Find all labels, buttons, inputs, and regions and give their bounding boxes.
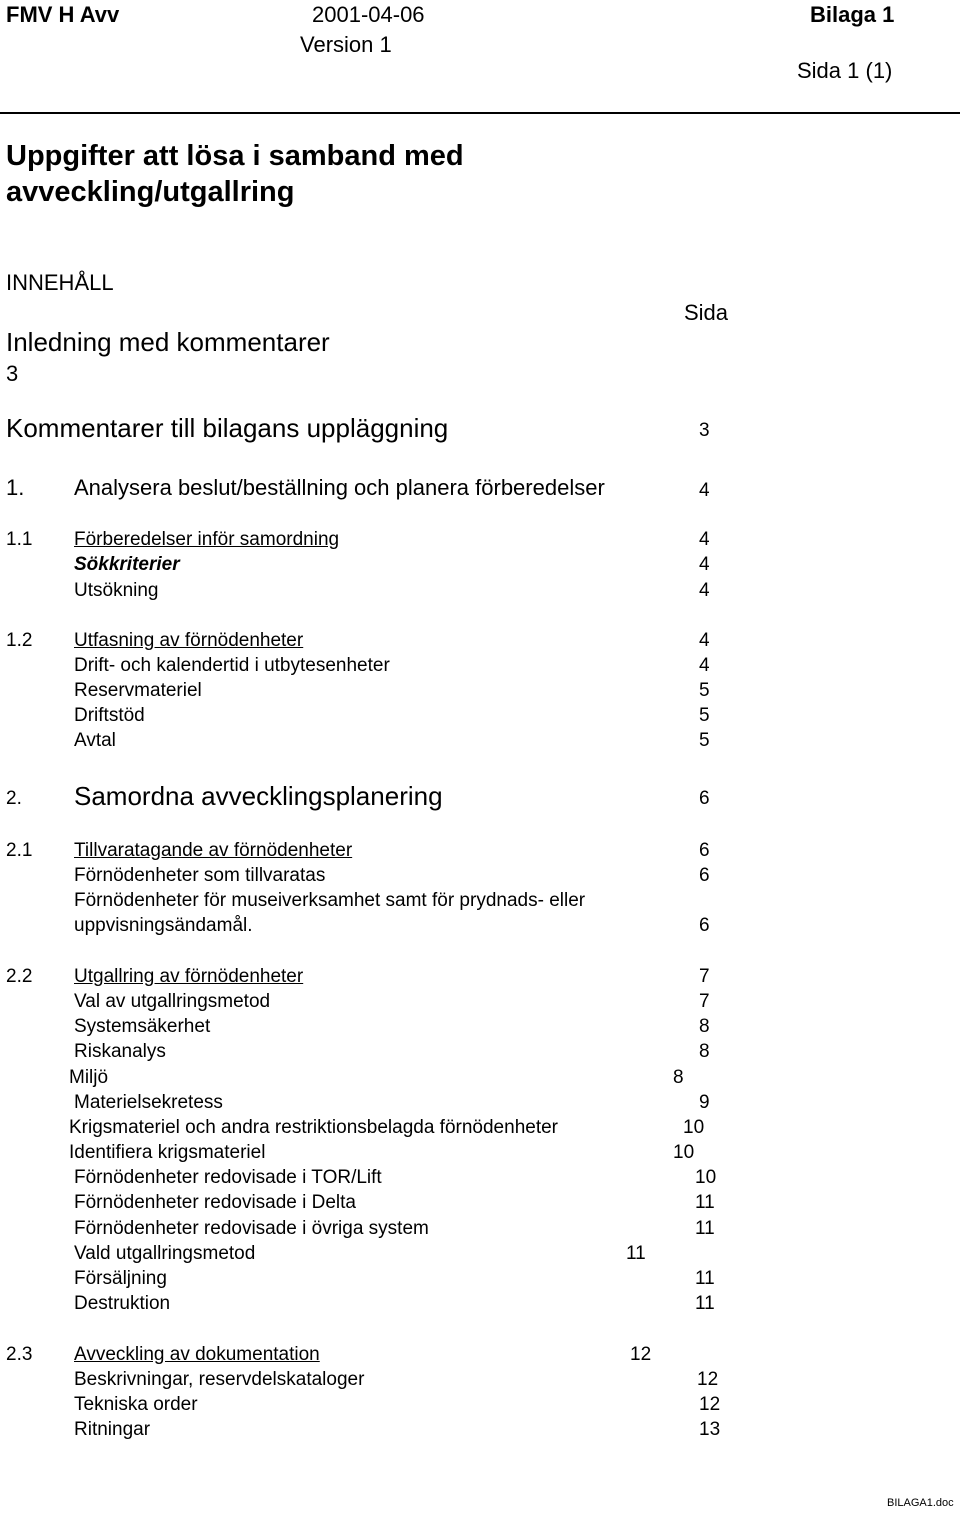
toc-item-page: 10 bbox=[673, 1142, 695, 1163]
toc-intro-page: 3 bbox=[6, 361, 19, 386]
toc-s2-3-label[interactable]: Avveckling av dokumentation bbox=[74, 1344, 320, 1365]
toc-s2-2-page: 7 bbox=[699, 966, 710, 987]
header-date: 2001-04-06 bbox=[312, 2, 425, 27]
toc-s2-num: 2. bbox=[6, 788, 22, 809]
page-title-line1: Uppgifter att lösa i samband med bbox=[6, 140, 464, 172]
header-org: FMV H Avv bbox=[6, 2, 120, 27]
toc-item-page: 11 bbox=[695, 1218, 715, 1239]
toc-item-label: Driftstöd bbox=[74, 705, 145, 726]
toc-item-page: 5 bbox=[699, 680, 710, 701]
toc-item-label: Utsökning bbox=[74, 580, 159, 601]
toc-item-page: 6 bbox=[699, 865, 710, 886]
toc-item-label: Val av utgallringsmetod bbox=[74, 991, 271, 1012]
toc-s2-3-page: 12 bbox=[630, 1344, 652, 1365]
toc-comments-label: Kommentarer till bilagans uppläggning bbox=[6, 413, 449, 443]
toc-s1-num: 1. bbox=[6, 475, 25, 500]
toc-s2-1-num: 2.1 bbox=[6, 840, 33, 861]
toc-s1-2-page: 4 bbox=[699, 630, 710, 651]
toc-item-page: 8 bbox=[699, 1041, 710, 1062]
toc-item-label: Vald utgallringsmetod bbox=[74, 1243, 256, 1264]
toc-item-label: Riskanalys bbox=[74, 1041, 166, 1062]
toc-heading: INNEHÅLL bbox=[6, 270, 114, 295]
toc-s1-label: Analysera beslut/beställning och planera förberedelser bbox=[74, 475, 605, 500]
toc-s2-1-page: 6 bbox=[699, 840, 710, 861]
toc-item-label: Förnödenheter för museiverksamhet samt för prydnads- eller bbox=[74, 890, 586, 911]
toc-s1-page: 4 bbox=[699, 480, 710, 501]
toc-item-label: Avtal bbox=[74, 730, 116, 751]
header-attachment: Bilaga 1 bbox=[810, 2, 895, 27]
toc-s1-1-page: 4 bbox=[699, 529, 710, 550]
toc-intro-label: Inledning med kommentarer bbox=[6, 327, 330, 357]
toc-item-label: Destruktion bbox=[74, 1293, 171, 1314]
toc-item-page: 11 bbox=[695, 1192, 715, 1213]
toc-item-page: 4 bbox=[699, 554, 710, 575]
toc-item-label: Identifiera krigsmateriel bbox=[69, 1142, 266, 1163]
toc-item-label: Tekniska order bbox=[74, 1394, 198, 1415]
toc-s2-page: 6 bbox=[699, 788, 710, 809]
toc-item-page: 7 bbox=[699, 991, 710, 1012]
toc-item-page: 10 bbox=[695, 1167, 717, 1188]
toc-item-page: 8 bbox=[673, 1067, 684, 1088]
toc-s1-1-num: 1.1 bbox=[6, 529, 33, 550]
toc-item-page: 12 bbox=[699, 1394, 721, 1415]
toc-item-label: Förnödenheter redovisade i Delta bbox=[74, 1192, 357, 1213]
toc-item-page: 13 bbox=[699, 1419, 721, 1440]
toc-item-page: 10 bbox=[683, 1117, 705, 1138]
toc-item-page: 11 bbox=[695, 1293, 715, 1314]
toc-item-label: Försäljning bbox=[74, 1268, 167, 1289]
toc-item-label: Materielsekretess bbox=[74, 1092, 223, 1113]
toc-item-page: 4 bbox=[699, 655, 710, 676]
toc-item-page: 5 bbox=[699, 705, 710, 726]
toc-comments-page: 3 bbox=[699, 420, 710, 441]
header-page: Sida 1 (1) bbox=[797, 58, 893, 83]
header-version: Version 1 bbox=[300, 32, 392, 57]
toc-item-page: 4 bbox=[699, 580, 710, 601]
toc-item-page: 11 bbox=[626, 1243, 646, 1264]
toc-s2-label: Samordna avvecklingsplanering bbox=[74, 781, 443, 811]
toc-item-label: Krigsmateriel och andra restriktionsbelagda förnödenheter bbox=[69, 1117, 558, 1138]
toc-item-page: 6 bbox=[699, 915, 710, 936]
toc-s1-2-label[interactable]: Utfasning av förnödenheter bbox=[74, 630, 304, 651]
toc-item-label: Förnödenheter redovisade i övriga system bbox=[74, 1218, 429, 1239]
toc-item-label: Förnödenheter som tillvaratas bbox=[74, 865, 326, 886]
header-divider bbox=[0, 112, 960, 114]
toc-item-page: 8 bbox=[699, 1016, 710, 1037]
toc-item-label: Miljö bbox=[69, 1067, 109, 1088]
toc-item-page: 5 bbox=[699, 730, 710, 751]
toc-item-page: 9 bbox=[699, 1092, 710, 1113]
toc-item-label: Beskrivningar, reservdelskataloger bbox=[74, 1369, 365, 1390]
page-title-line2: avveckling/utgallring bbox=[6, 176, 295, 208]
toc-item-label: Ritningar bbox=[74, 1419, 151, 1440]
toc-item-page: 12 bbox=[697, 1369, 719, 1390]
toc-s2-3-num: 2.3 bbox=[6, 1344, 33, 1365]
toc-item-label: uppvisningsändamål. bbox=[74, 915, 253, 936]
toc-item-label: Förnödenheter redovisade i TOR/Lift bbox=[74, 1167, 382, 1188]
toc-s1-1-label[interactable]: Förberedelser inför samordning bbox=[74, 529, 340, 550]
toc-s2-1-label[interactable]: Tillvaratagande av förnödenheter bbox=[74, 840, 353, 861]
toc-item-label: Sökkriterier bbox=[74, 554, 180, 575]
toc-s2-2-label[interactable]: Utgallring av förnödenheter bbox=[74, 966, 304, 987]
toc-item-label: Reservmateriel bbox=[74, 680, 202, 701]
toc-item-label: Drift- och kalendertid i utbytesenheter bbox=[74, 655, 390, 676]
toc-item-label: Systemsäkerhet bbox=[74, 1016, 211, 1037]
toc-sida-label: Sida bbox=[684, 300, 729, 325]
toc-s1-2-num: 1.2 bbox=[6, 630, 33, 651]
footer-filename: BILAGA1.doc bbox=[887, 1497, 954, 1509]
toc-s2-2-num: 2.2 bbox=[6, 966, 33, 987]
toc-item-page: 11 bbox=[695, 1268, 715, 1289]
